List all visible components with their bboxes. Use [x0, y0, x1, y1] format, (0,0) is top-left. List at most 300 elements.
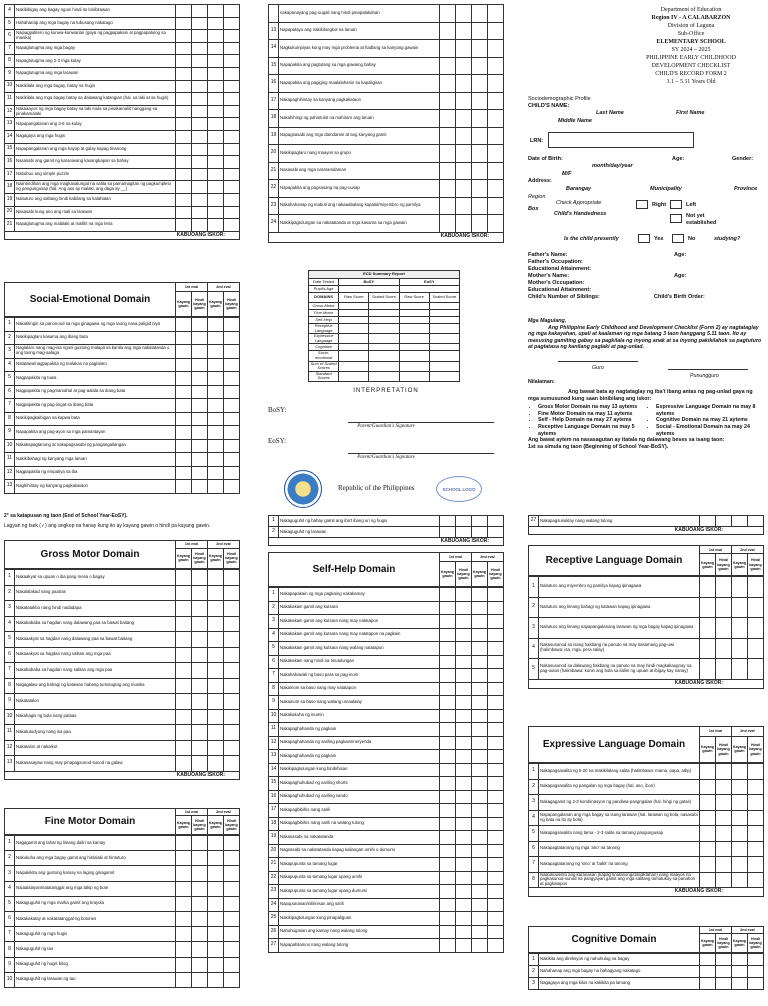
check-cell[interactable] [440, 750, 456, 764]
check-cell[interactable] [440, 804, 456, 818]
check-cell[interactable] [208, 17, 224, 30]
check-cell[interactable] [176, 156, 192, 169]
summary-cell[interactable] [339, 324, 369, 334]
check-cell[interactable] [472, 871, 488, 885]
check-cell[interactable] [224, 453, 240, 467]
check-cell[interactable] [472, 162, 488, 180]
check-cell[interactable] [700, 795, 716, 811]
not-yet-checkbox[interactable] [670, 214, 682, 223]
check-cell[interactable] [700, 978, 716, 990]
check-cell[interactable] [456, 127, 472, 145]
check-cell[interactable] [176, 206, 192, 219]
check-cell[interactable] [192, 105, 208, 118]
check-cell[interactable] [176, 372, 192, 386]
check-cell[interactable] [472, 197, 488, 215]
check-cell[interactable] [224, 694, 240, 710]
check-cell[interactable] [176, 694, 192, 710]
check-cell[interactable] [224, 331, 240, 345]
check-cell[interactable] [700, 516, 716, 527]
check-cell[interactable] [224, 105, 240, 118]
check-cell[interactable] [748, 872, 764, 888]
summary-cell[interactable] [399, 310, 429, 317]
check-cell[interactable] [208, 836, 224, 851]
check-cell[interactable] [488, 925, 504, 939]
summary-cell[interactable] [339, 361, 369, 371]
check-cell[interactable] [224, 399, 240, 413]
check-cell[interactable] [208, 206, 224, 219]
check-cell[interactable] [456, 57, 472, 75]
check-cell[interactable] [192, 866, 208, 881]
check-cell[interactable] [192, 911, 208, 926]
check-cell[interactable] [748, 857, 764, 873]
check-cell[interactable] [440, 817, 456, 831]
summary-cell[interactable] [339, 317, 369, 324]
check-cell[interactable] [208, 972, 224, 987]
check-cell[interactable] [224, 911, 240, 926]
check-cell[interactable] [472, 601, 488, 615]
check-cell[interactable] [732, 795, 748, 811]
check-cell[interactable] [208, 399, 224, 413]
check-cell[interactable] [440, 777, 456, 791]
check-cell[interactable] [208, 439, 224, 453]
check-cell[interactable] [748, 826, 764, 842]
check-cell[interactable] [224, 957, 240, 972]
check-cell[interactable] [192, 17, 208, 30]
check-cell[interactable] [208, 156, 224, 169]
check-cell[interactable] [472, 750, 488, 764]
check-cell[interactable] [700, 577, 716, 598]
check-cell[interactable] [472, 615, 488, 629]
check-cell[interactable] [440, 127, 456, 145]
check-cell[interactable] [700, 872, 716, 888]
check-cell[interactable] [224, 345, 240, 359]
check-cell[interactable] [192, 836, 208, 851]
check-cell[interactable] [716, 954, 732, 966]
check-cell[interactable] [208, 143, 224, 156]
check-cell[interactable] [456, 750, 472, 764]
check-cell[interactable] [224, 118, 240, 131]
check-cell[interactable] [208, 957, 224, 972]
check-cell[interactable] [732, 516, 748, 527]
check-cell[interactable] [472, 912, 488, 926]
check-cell[interactable] [472, 925, 488, 939]
check-cell[interactable] [700, 857, 716, 873]
check-cell[interactable] [224, 740, 240, 756]
summary-cell[interactable] [369, 351, 399, 361]
check-cell[interactable] [192, 168, 208, 181]
check-cell[interactable] [192, 358, 208, 372]
check-cell[interactable] [224, 942, 240, 957]
summary-cell[interactable] [369, 371, 399, 381]
check-cell[interactable] [456, 197, 472, 215]
check-cell[interactable] [208, 168, 224, 181]
check-cell[interactable] [208, 193, 224, 206]
check-cell[interactable] [488, 709, 504, 723]
check-cell[interactable] [176, 118, 192, 131]
check-cell[interactable] [716, 638, 732, 659]
check-cell[interactable] [440, 92, 456, 110]
check-cell[interactable] [488, 777, 504, 791]
check-cell[interactable] [224, 663, 240, 679]
check-cell[interactable] [488, 642, 504, 656]
check-cell[interactable] [192, 756, 208, 772]
check-cell[interactable] [488, 750, 504, 764]
check-cell[interactable] [208, 358, 224, 372]
check-cell[interactable] [176, 709, 192, 725]
check-cell[interactable] [440, 588, 456, 602]
check-cell[interactable] [192, 345, 208, 359]
check-cell[interactable] [192, 453, 208, 467]
check-cell[interactable] [192, 399, 208, 413]
check-cell[interactable] [192, 725, 208, 741]
check-cell[interactable] [192, 385, 208, 399]
check-cell[interactable] [472, 516, 488, 527]
check-cell[interactable] [456, 925, 472, 939]
check-cell[interactable] [224, 17, 240, 30]
check-cell[interactable] [208, 118, 224, 131]
check-cell[interactable] [192, 601, 208, 617]
check-cell[interactable] [716, 779, 732, 795]
check-cell[interactable] [176, 17, 192, 30]
check-cell[interactable] [456, 615, 472, 629]
check-cell[interactable] [440, 831, 456, 845]
summary-cell[interactable] [429, 371, 459, 381]
check-cell[interactable] [208, 756, 224, 772]
check-cell[interactable] [472, 110, 488, 128]
check-cell[interactable] [224, 439, 240, 453]
check-cell[interactable] [456, 696, 472, 710]
summary-cell[interactable] [369, 317, 399, 324]
left-checkbox[interactable] [670, 200, 682, 209]
summary-cell[interactable] [369, 303, 399, 310]
check-cell[interactable] [192, 67, 208, 80]
check-cell[interactable] [748, 954, 764, 966]
check-cell[interactable] [748, 779, 764, 795]
check-cell[interactable] [440, 145, 456, 163]
check-cell[interactable] [748, 516, 764, 527]
check-cell[interactable] [440, 696, 456, 710]
check-cell[interactable] [748, 841, 764, 857]
check-cell[interactable] [192, 740, 208, 756]
summary-cell[interactable] [399, 324, 429, 334]
check-cell[interactable] [440, 858, 456, 872]
check-cell[interactable] [716, 826, 732, 842]
check-cell[interactable] [208, 616, 224, 632]
check-cell[interactable] [488, 5, 504, 23]
check-cell[interactable] [208, 130, 224, 143]
check-cell[interactable] [488, 57, 504, 75]
check-cell[interactable] [456, 831, 472, 845]
check-cell[interactable] [176, 911, 192, 926]
check-cell[interactable] [456, 682, 472, 696]
check-cell[interactable] [224, 585, 240, 601]
check-cell[interactable] [472, 655, 488, 669]
check-cell[interactable] [192, 93, 208, 106]
check-cell[interactable] [472, 57, 488, 75]
check-cell[interactable] [700, 954, 716, 966]
check-cell[interactable] [440, 885, 456, 899]
check-cell[interactable] [440, 763, 456, 777]
summary-cell[interactable] [429, 344, 459, 351]
check-cell[interactable] [456, 777, 472, 791]
check-cell[interactable] [488, 127, 504, 145]
check-cell[interactable] [440, 215, 456, 233]
check-cell[interactable] [224, 5, 240, 18]
check-cell[interactable] [472, 736, 488, 750]
check-cell[interactable] [488, 763, 504, 777]
check-cell[interactable] [176, 358, 192, 372]
check-cell[interactable] [192, 80, 208, 93]
check-cell[interactable] [456, 912, 472, 926]
summary-cell[interactable] [429, 361, 459, 371]
check-cell[interactable] [456, 145, 472, 163]
check-cell[interactable] [732, 638, 748, 659]
check-cell[interactable] [224, 725, 240, 741]
check-cell[interactable] [440, 925, 456, 939]
check-cell[interactable] [192, 616, 208, 632]
summary-cell[interactable] [399, 344, 429, 351]
check-cell[interactable] [176, 601, 192, 617]
check-cell[interactable] [456, 669, 472, 683]
check-cell[interactable] [176, 957, 192, 972]
check-cell[interactable] [208, 55, 224, 68]
check-cell[interactable] [440, 110, 456, 128]
check-cell[interactable] [192, 193, 208, 206]
check-cell[interactable] [456, 858, 472, 872]
check-cell[interactable] [716, 618, 732, 639]
check-cell[interactable] [208, 663, 224, 679]
check-cell[interactable] [224, 372, 240, 386]
check-cell[interactable] [176, 30, 192, 43]
check-cell[interactable] [192, 55, 208, 68]
check-cell[interactable] [700, 966, 716, 978]
summary-cell[interactable] [429, 334, 459, 344]
check-cell[interactable] [192, 5, 208, 18]
check-cell[interactable] [176, 345, 192, 359]
check-cell[interactable] [472, 5, 488, 23]
check-cell[interactable] [440, 40, 456, 58]
check-cell[interactable] [208, 30, 224, 43]
check-cell[interactable] [208, 453, 224, 467]
check-cell[interactable] [192, 30, 208, 43]
check-cell[interactable] [192, 143, 208, 156]
check-cell[interactable] [440, 898, 456, 912]
check-cell[interactable] [716, 795, 732, 811]
check-cell[interactable] [472, 127, 488, 145]
check-cell[interactable] [700, 810, 716, 826]
check-cell[interactable] [208, 601, 224, 617]
check-cell[interactable] [208, 709, 224, 725]
check-cell[interactable] [472, 145, 488, 163]
check-cell[interactable] [224, 678, 240, 694]
check-cell[interactable] [456, 92, 472, 110]
check-cell[interactable] [176, 105, 192, 118]
check-cell[interactable] [192, 181, 208, 194]
check-cell[interactable] [488, 939, 504, 953]
check-cell[interactable] [472, 180, 488, 198]
check-cell[interactable] [456, 527, 472, 538]
check-cell[interactable] [456, 709, 472, 723]
summary-cell[interactable] [339, 344, 369, 351]
no-checkbox[interactable] [672, 234, 684, 243]
check-cell[interactable] [224, 709, 240, 725]
summary-cell[interactable] [429, 324, 459, 334]
check-cell[interactable] [488, 723, 504, 737]
check-cell[interactable] [456, 939, 472, 953]
check-cell[interactable] [732, 659, 748, 680]
check-cell[interactable] [176, 881, 192, 896]
check-cell[interactable] [224, 80, 240, 93]
check-cell[interactable] [748, 978, 764, 990]
check-cell[interactable] [208, 426, 224, 440]
check-cell[interactable] [488, 831, 504, 845]
check-cell[interactable] [208, 345, 224, 359]
check-cell[interactable] [192, 851, 208, 866]
summary-cell[interactable] [339, 303, 369, 310]
check-cell[interactable] [192, 663, 208, 679]
check-cell[interactable] [192, 957, 208, 972]
check-cell[interactable] [224, 756, 240, 772]
check-cell[interactable] [440, 939, 456, 953]
check-cell[interactable] [208, 331, 224, 345]
check-cell[interactable] [176, 439, 192, 453]
check-cell[interactable] [176, 725, 192, 741]
check-cell[interactable] [176, 93, 192, 106]
check-cell[interactable] [192, 206, 208, 219]
check-cell[interactable] [208, 412, 224, 426]
check-cell[interactable] [192, 372, 208, 386]
summary-cell[interactable] [399, 334, 429, 344]
check-cell[interactable] [488, 790, 504, 804]
check-cell[interactable] [456, 162, 472, 180]
check-cell[interactable] [224, 480, 240, 494]
check-cell[interactable] [192, 632, 208, 648]
check-cell[interactable] [176, 927, 192, 942]
check-cell[interactable] [472, 763, 488, 777]
check-cell[interactable] [192, 972, 208, 987]
check-cell[interactable] [456, 655, 472, 669]
check-cell[interactable] [440, 682, 456, 696]
check-cell[interactable] [732, 764, 748, 780]
check-cell[interactable] [456, 22, 472, 40]
check-cell[interactable] [440, 180, 456, 198]
check-cell[interactable] [456, 516, 472, 527]
check-cell[interactable] [488, 669, 504, 683]
check-cell[interactable] [224, 385, 240, 399]
check-cell[interactable] [208, 585, 224, 601]
check-cell[interactable] [176, 55, 192, 68]
check-cell[interactable] [488, 682, 504, 696]
check-cell[interactable] [472, 898, 488, 912]
check-cell[interactable] [472, 669, 488, 683]
check-cell[interactable] [208, 67, 224, 80]
check-cell[interactable] [208, 80, 224, 93]
check-cell[interactable] [456, 75, 472, 93]
check-cell[interactable] [224, 156, 240, 169]
check-cell[interactable] [176, 399, 192, 413]
check-cell[interactable] [176, 866, 192, 881]
check-cell[interactable] [176, 678, 192, 694]
check-cell[interactable] [700, 659, 716, 680]
check-cell[interactable] [456, 804, 472, 818]
check-cell[interactable] [488, 885, 504, 899]
check-cell[interactable] [208, 632, 224, 648]
check-cell[interactable] [488, 898, 504, 912]
check-cell[interactable] [732, 810, 748, 826]
check-cell[interactable] [192, 881, 208, 896]
check-cell[interactable] [732, 618, 748, 639]
summary-cell[interactable] [339, 371, 369, 381]
check-cell[interactable] [472, 831, 488, 845]
check-cell[interactable] [472, 527, 488, 538]
check-cell[interactable] [192, 439, 208, 453]
check-cell[interactable] [440, 655, 456, 669]
right-checkbox[interactable] [636, 200, 648, 209]
check-cell[interactable] [472, 817, 488, 831]
check-cell[interactable] [176, 972, 192, 987]
check-cell[interactable] [440, 516, 456, 527]
check-cell[interactable] [176, 80, 192, 93]
summary-cell[interactable] [339, 310, 369, 317]
check-cell[interactable] [472, 709, 488, 723]
check-cell[interactable] [440, 615, 456, 629]
check-cell[interactable] [488, 197, 504, 215]
check-cell[interactable] [176, 942, 192, 957]
check-cell[interactable] [716, 966, 732, 978]
check-cell[interactable] [208, 105, 224, 118]
check-cell[interactable] [700, 841, 716, 857]
summary-cell[interactable] [399, 361, 429, 371]
check-cell[interactable] [208, 725, 224, 741]
check-cell[interactable] [456, 601, 472, 615]
check-cell[interactable] [472, 92, 488, 110]
check-cell[interactable] [208, 881, 224, 896]
check-cell[interactable] [716, 872, 732, 888]
check-cell[interactable] [224, 30, 240, 43]
yes-checkbox[interactable] [638, 234, 650, 243]
check-cell[interactable] [488, 92, 504, 110]
check-cell[interactable] [176, 480, 192, 494]
check-cell[interactable] [456, 628, 472, 642]
check-cell[interactable] [732, 857, 748, 873]
check-cell[interactable] [224, 647, 240, 663]
check-cell[interactable] [176, 616, 192, 632]
check-cell[interactable] [224, 412, 240, 426]
check-cell[interactable] [176, 426, 192, 440]
check-cell[interactable] [208, 647, 224, 663]
check-cell[interactable] [224, 466, 240, 480]
check-cell[interactable] [456, 790, 472, 804]
check-cell[interactable] [700, 618, 716, 639]
check-cell[interactable] [208, 694, 224, 710]
check-cell[interactable] [208, 911, 224, 926]
check-cell[interactable] [716, 516, 732, 527]
summary-cell[interactable] [369, 361, 399, 371]
check-cell[interactable] [488, 40, 504, 58]
check-cell[interactable] [440, 22, 456, 40]
check-cell[interactable] [440, 736, 456, 750]
check-cell[interactable] [472, 22, 488, 40]
check-cell[interactable] [208, 896, 224, 911]
check-cell[interactable] [192, 570, 208, 586]
check-cell[interactable] [488, 588, 504, 602]
check-cell[interactable] [224, 616, 240, 632]
summary-cell[interactable] [369, 334, 399, 344]
check-cell[interactable] [732, 841, 748, 857]
check-cell[interactable] [716, 764, 732, 780]
check-cell[interactable] [440, 162, 456, 180]
check-cell[interactable] [472, 40, 488, 58]
